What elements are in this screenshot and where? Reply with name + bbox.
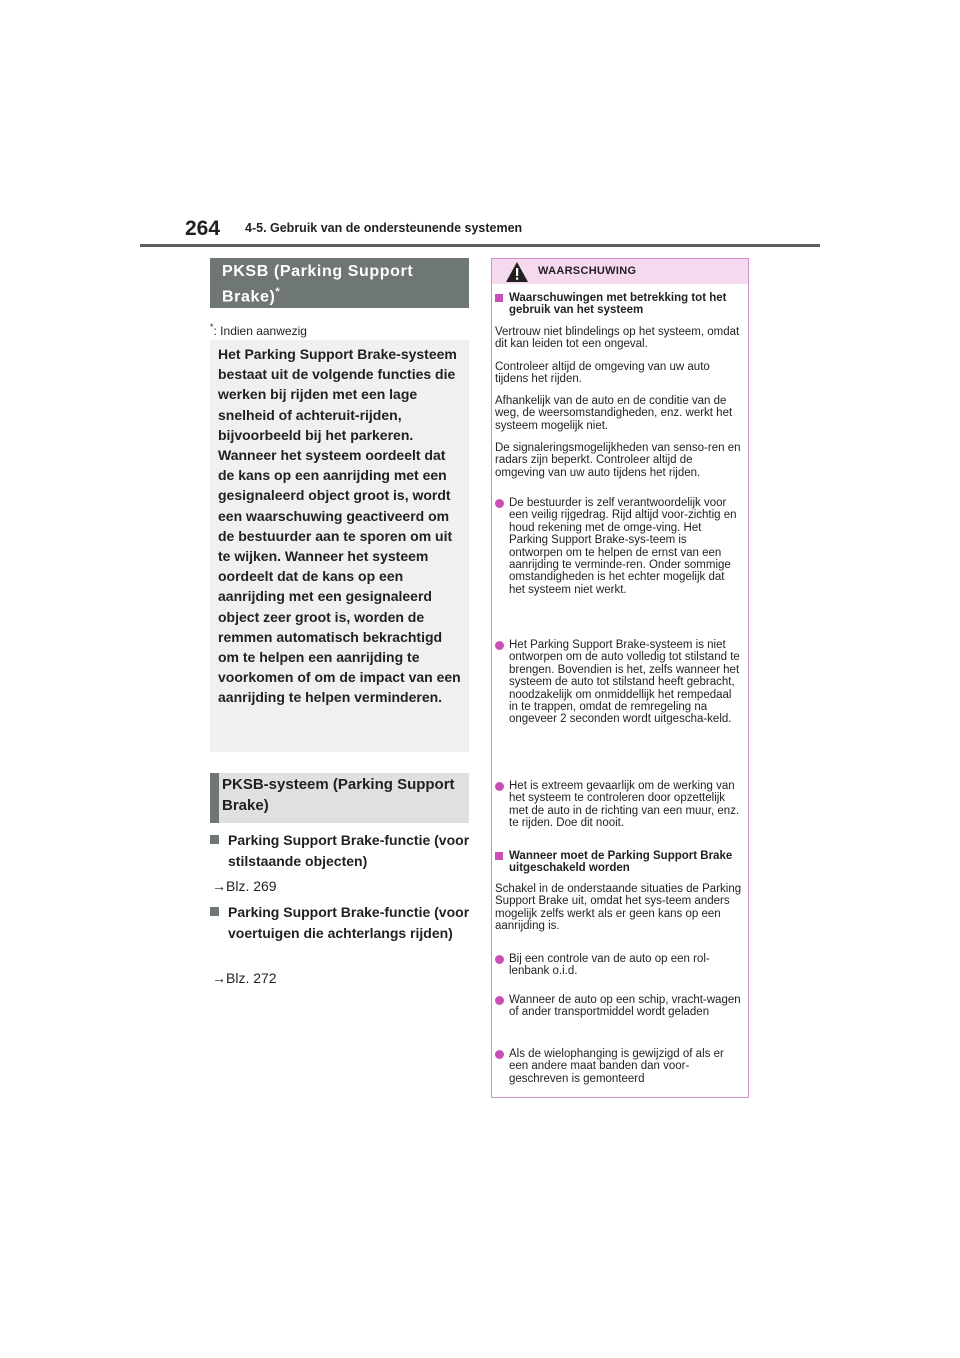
square-bullet-icon — [495, 294, 503, 302]
round-bullet-icon — [495, 499, 504, 508]
page-reference-2[interactable]: →Blz. 272 — [212, 970, 277, 986]
square-bullet-icon — [495, 852, 503, 860]
page-number: 264 — [185, 217, 221, 240]
page-reference-1[interactable]: →Blz. 269 — [212, 878, 277, 894]
warning-triangle-icon — [505, 261, 529, 283]
round-bullet-icon — [495, 782, 504, 791]
subsection-title: PKSB-systeem (Parking Support Brake) — [222, 776, 455, 814]
subsection-header-bar — [210, 773, 219, 823]
warning-paragraph: Controleer altijd de omgeving van uw auto tijdens het rijden. — [495, 361, 710, 386]
square-bullet-icon — [210, 835, 219, 844]
round-bullet-icon — [495, 955, 504, 964]
warning-title: WAARSCHUWING — [538, 265, 637, 277]
warning-paragraph: Afhankelijk van de auto en de conditie van de weg, de weersomstandigheden, enz. werkt het systeem mogelijk niet. — [495, 395, 733, 432]
warning-paragraph: Vertrouw niet blindelings op het systeem, omdat dit kan leiden tot een ongeval. — [495, 326, 740, 351]
section-title: PKSB (Parking Support Brake)* — [222, 263, 414, 306]
round-bullet-icon — [495, 641, 504, 650]
header-rule — [140, 244, 820, 247]
square-bullet-icon — [210, 907, 219, 916]
chapter-title: 4-5. Gebruik van de ondersteunende systemen — [245, 221, 523, 235]
intro-text: Het Parking Support Brake-systeem bestaat uit de volgende functies die werken bij rijden met een lage snelheid of achteruit-rijden, bijvoorbeeld bij het parkeren. Wanneer het systeem oordeelt dat de kans op een aanrijding met een gesignaleerd object groot is, wordt een waarschuwing geactiveerd om de bestuurder aan te sporen om uit te wijken. Wanneer het systeem oordeelt dat de kans op een aanrijding met een gesignaleerd object zeer groot is, worden de remmen automatisch bekrachtigd om te helpen een aanrijding te voorkomen of om de impact van een aanrijding te helpen verminderen. — [218, 346, 461, 706]
warning-paragraph: Schakel in de onderstaande situaties de Parking Support Brake uit, omdat het sys-teem anders mogelijk zelfs werkt als er geen kans op een aanrijding is. — [495, 883, 742, 933]
warning-paragraph: De signaleringsmogelijkheden van senso-ren en radars zijn beperkt. Controleer altijd de omgeving van uw auto tijdens het rijden. — [495, 442, 741, 479]
round-bullet-icon — [495, 1050, 504, 1059]
round-bullet-icon — [495, 996, 504, 1005]
footnote: *: Indien aanwezig — [210, 322, 307, 338]
